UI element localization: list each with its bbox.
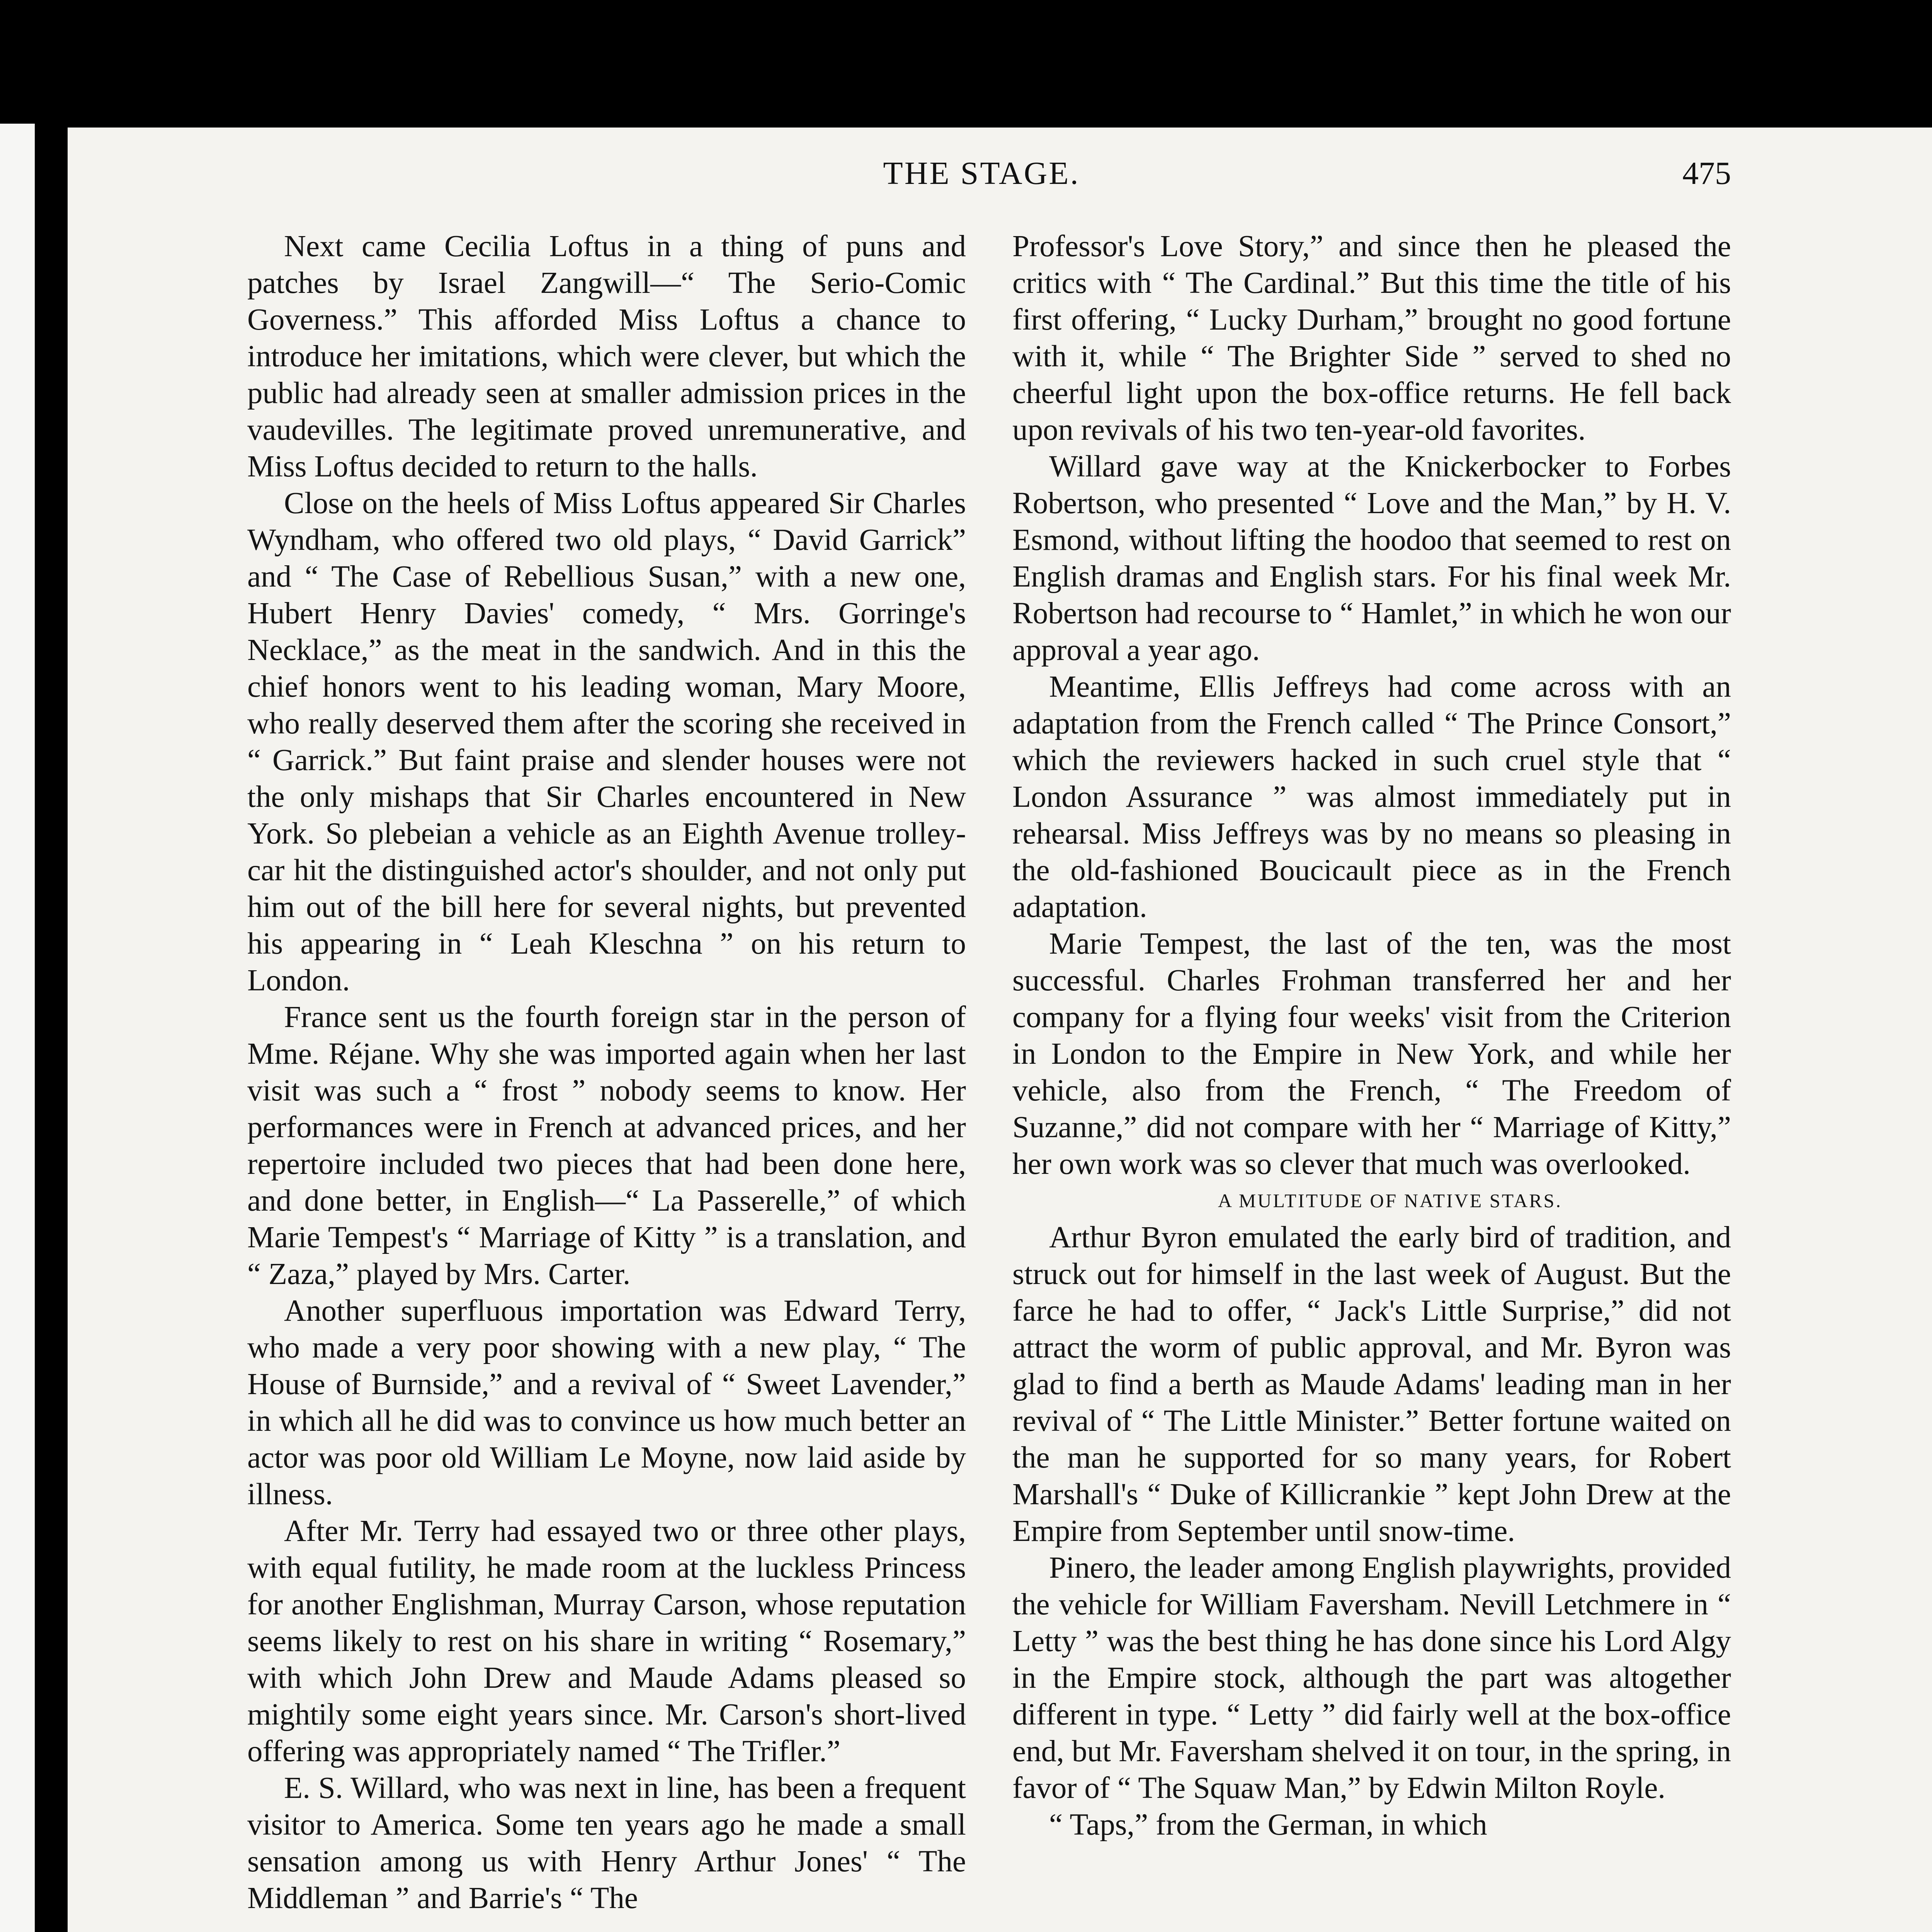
paragraph: Next came Cecilia Loftus in a thing of puns and patches by Israel Zangwill—“ The Serio-Comic Governess.” This afforded Miss Loftus a chance to introduce her imitations, which were clever, but which the public had already seen at smaller admission prices in the vaudevilles. The legitimate proved unremunerative, and Miss Loftus decided to return to the halls.: [247, 230, 966, 483]
paragraph: Close on the heels of Miss Loftus appeared Sir Charles Wyndham, who offered two old plays, “ David Garrick” and “ The Case of Rebellious Susan,” with a new one, Hubert Henry Davies' comedy, “ Mrs. Gorringe's Necklace,” as the meat in the sandwich. And in this the chief honors went to his leading woman, Mary Moore, who really deserved them after the scoring she received in “ Garrick.” But faint praise and slender houses were not the only mishaps that Sir Charles encountered in New York. So plebeian a vehicle as an Eighth Avenue trolley-car hit the distinguished actor's shoulder, and not only put him out of the bill here for several nights, but prevented his appearing in “ Leah Kleschna ” on his return to London.: [247, 486, 966, 997]
right-column: [1012, 228, 1731, 1843]
running-title: THE STAGE.: [883, 155, 1080, 191]
running-head: [232, 155, 1731, 209]
paragraph: France sent us the fourth foreign star in the person of Mme. Réjane. Why she was imported again when her last visit was such a “ frost ” nobody seems to know. Her performances were in French at advanced prices, and her repertoire included two pieces that had been done here, and done better, in English—“ La Passerelle,” of which Marie Tempest's “ Marriage of Kitty ” is a translation, and “ Zaza,” played by Mrs. Carter.: [247, 1000, 966, 1291]
paragraph: Willard gave way at the Knickerbocker to Forbes Robertson, who presented “ Love and the Man,” by H. V. Esmond, without lifting the hoodoo that seemed to rest on English dramas and English stars. For his final week Mr. Robertson had recourse to “ Hamlet,” in which he won our approval a year ago.: [1012, 450, 1731, 667]
paragraph: Another superfluous importation was Edward Terry, who made a very poor showing with a new play, “ The House of Burnside,” and a revival of “ Sweet Lavender,” in which all he did was to convince us how much better an actor was poor old William Le Moyne, now laid aside by illness.: [247, 1294, 966, 1511]
paragraph: “ Taps,” from the German, in which: [1049, 1808, 1487, 1842]
left-column: [247, 228, 966, 1917]
section-heading: A MULTITUDE OF NATIVE STARS.: [1218, 1190, 1562, 1211]
paragraph: Marie Tempest, the last of the ten, was the most successful. Charles Frohman transferred her and her company for a flying four weeks' visit from the Criterion in London to the Empire in New York, and while her vehicle, also from the French, “ The Freedom of Suzanne,” did not compare with her “ Marriage of Kitty,” her own work was so clever that much was overlooked.: [1012, 927, 1731, 1181]
paragraph: After Mr. Terry had essayed two or three other plays, with equal futility, he made room at the luckless Princess for another Englishman, Murray Carson, whose reputation seems likely to rest on his share in writing “ Rosemary,” with which John Drew and Maude Adams pleased so mightily some eight years since. Mr. Carson's short-lived offering was appropriately named “ The Trifler.”: [247, 1514, 966, 1768]
paragraph: Arthur Byron emulated the early bird of tradition, and struck out for himself in the last week of August. But the farce he had to offer, “ Jack's Little Surprise,” did not attract the worm of public approval, and Mr. Byron was glad to find a berth as Maude Adams' leading man in her revival of “ The Little Minister.” Better fortune waited on the man he supported for so many years, for Robert Marshall's “ Duke of Killicrankie ” kept John Drew at the Empire from September until snow-time.: [1012, 1221, 1731, 1548]
paragraph: Meantime, Ellis Jeffreys had come across with an adaptation from the French called “ The Prince Consort,” which the reviewers hacked in such cruel style that “ London Assurance ” was almost immediately put in rehearsal. Miss Jeffreys was by no means so pleasing in the old-fashioned Boucicault piece as in the French adaptation.: [1012, 670, 1731, 924]
page-number: 475: [1682, 155, 1731, 191]
paragraph: Professor's Love Story,” and since then he pleased the critics with “ The Cardinal.” But this time the title of his first offering, “ Lucky Durham,” brought no good fortune with it, while “ The Brighter Side ” served to shed no cheerful light upon the box-office returns. He fell back upon revivals of his two ten-year-old favorites.: [1012, 230, 1731, 447]
paragraph: Pinero, the leader among English playwrights, provided the vehicle for William Faversham. Nevill Letchmere in “ Letty ” was the best thing he has done since his Lord Algy in the Empire stock, although the part was altogether different in type. “ Letty ” did fairly well at the box-office end, but Mr. Faversham shelved it on tour, in the spring, in favor of “ The Squaw Man,” by Edwin Milton Royle.: [1012, 1551, 1731, 1805]
previous-page-edge: [0, 124, 35, 1932]
paragraph: E. S. Willard, who was next in line, has been a frequent visitor to America. Some ten years ago he made a small sensation among us with Henry Arthur Jones' “ The Middleman ” and Barrie's “ The: [247, 1771, 966, 1915]
